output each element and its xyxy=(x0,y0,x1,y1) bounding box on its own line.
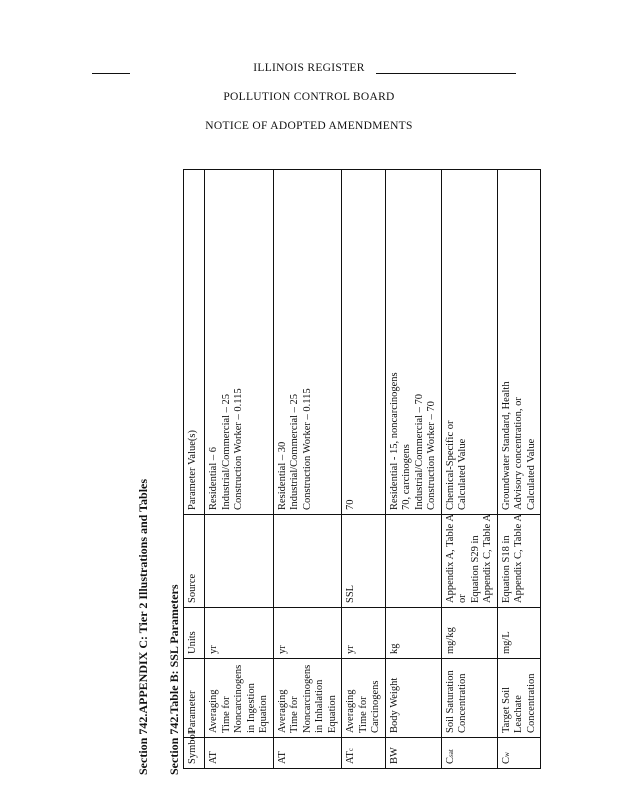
table-row xyxy=(273,170,342,769)
cell-units: yr xyxy=(273,608,342,659)
cell-source xyxy=(273,515,342,608)
cell-parameter xyxy=(205,659,274,738)
cell-source xyxy=(205,515,274,608)
source-line: Appendix C, Table A xyxy=(482,514,493,603)
register-title: ILLINOIS REGISTER xyxy=(253,62,365,74)
cell-parameter-values xyxy=(385,170,441,515)
parameter-line: in Ingestion xyxy=(245,683,257,733)
value-line: Construction Worker – 70 xyxy=(426,401,437,510)
symbol-subscript: c xyxy=(347,748,355,752)
source-line: Appendix C, Table A xyxy=(513,514,524,603)
cell-parameter xyxy=(342,659,386,738)
cell-source xyxy=(441,515,497,608)
parameter-line: Averaging xyxy=(208,689,219,733)
cell-symbol xyxy=(497,738,541,769)
cell-parameter xyxy=(497,659,541,738)
parameter-line: Carcinogens xyxy=(370,680,381,733)
header-rule-right xyxy=(376,73,516,74)
cell-units: yr xyxy=(342,608,386,659)
source-line: Appendix A, Table A xyxy=(444,514,456,603)
parameter-line: Time for xyxy=(357,696,369,733)
parameter-line: Soil Saturation xyxy=(444,670,456,733)
parameter-line: Target Soil xyxy=(500,686,512,733)
ssl-parameters-table xyxy=(183,169,541,769)
table-row xyxy=(385,170,441,769)
symbol-base: AT xyxy=(345,751,356,764)
parameter-line: Leachate xyxy=(513,695,524,733)
rotated-page-content xyxy=(136,155,537,775)
value-line: Chemical-Specific or xyxy=(444,420,456,510)
value-line: Construction Worker – 0.115 xyxy=(233,388,244,510)
cell-parameter-values xyxy=(205,170,274,515)
header-parameter: Parameter xyxy=(184,659,205,738)
parameter-line: Body Weight xyxy=(388,677,400,733)
value-line: Residential – 6 xyxy=(208,447,219,510)
table-title: Section 742.Table B: SSL Parameters xyxy=(167,584,181,775)
value-line: Calculated Value xyxy=(525,438,537,510)
cell-parameter xyxy=(273,659,342,738)
value-line: Advisory concentration, or xyxy=(513,397,524,510)
cell-units: kg xyxy=(385,608,441,659)
source-line: Equation S29 in xyxy=(469,535,481,603)
section-title: Section 742.APPENDIX C: Tier 2 Illustrations and Tables xyxy=(136,478,150,775)
value-line: Industrial/Commercial – 70 xyxy=(413,393,425,510)
cell-parameter-values xyxy=(342,170,386,515)
parameter-line: Noncarcinogens xyxy=(301,664,313,733)
parameter-line: Equation xyxy=(326,695,338,733)
source-line: or xyxy=(457,594,468,603)
cell-units: mg/L xyxy=(497,608,541,659)
symbol-base: C xyxy=(444,756,456,764)
cell-parameter-values xyxy=(273,170,342,515)
source-line: Equation S18 in xyxy=(500,535,512,603)
source-line: SSL xyxy=(345,584,356,603)
value-line: Construction Worker – 0.115 xyxy=(301,388,313,510)
parameter-line: Noncarcinogens xyxy=(233,664,244,733)
cell-units: mg/kg xyxy=(441,608,497,659)
cell-source xyxy=(385,515,441,608)
cell-source xyxy=(497,515,541,608)
notice-title: NOTICE OF ADOPTED AMENDMENTS xyxy=(205,120,413,132)
header-units: Units xyxy=(184,608,205,659)
value-line: 70 xyxy=(345,499,356,510)
parameter-line: Averaging xyxy=(345,689,356,733)
header-parameter-values: Parameter Value(s) xyxy=(184,170,205,515)
value-line: Groundwater Standard, Health xyxy=(500,381,512,510)
parameter-line: Concentration xyxy=(457,673,468,733)
parameter-line: in Inhalation xyxy=(314,679,325,733)
cell-parameter-values xyxy=(497,170,541,515)
cell-symbol: BW xyxy=(385,738,441,769)
symbol-subscript: w xyxy=(502,751,511,757)
value-line: Residential – 30 xyxy=(276,441,288,510)
header-source: Source xyxy=(184,515,205,608)
table-row xyxy=(441,170,497,769)
header-symbol: Symbol xyxy=(184,738,205,769)
table-row xyxy=(205,170,274,769)
table-row xyxy=(342,170,386,769)
value-line: 70, carcinogens xyxy=(401,444,412,510)
cell-symbol xyxy=(441,738,497,769)
symbol-subscript: sat xyxy=(446,749,455,757)
cell-symbol: AT xyxy=(205,738,274,769)
cell-units: yr xyxy=(205,608,274,659)
value-line: Residential - 15, noncarcinogens xyxy=(388,372,400,510)
value-line: Industrial/Commercial – 25 xyxy=(289,393,300,510)
table-row xyxy=(497,170,541,769)
parameter-line: Time for xyxy=(289,696,300,733)
board-name: POLLUTION CONTROL BOARD xyxy=(223,91,395,103)
cell-symbol xyxy=(342,738,386,769)
cell-parameter xyxy=(385,659,441,738)
parameter-line: Averaging xyxy=(276,689,288,733)
cell-source xyxy=(342,515,386,608)
cell-symbol: AT xyxy=(273,738,342,769)
parameter-line: Equation xyxy=(258,695,269,733)
value-line: Industrial/Commercial – 25 xyxy=(220,393,232,510)
parameter-line: Time for xyxy=(220,696,232,733)
cell-parameter-values xyxy=(441,170,497,515)
table-header-row xyxy=(184,170,205,769)
value-line: Calculated Value xyxy=(457,438,468,510)
cell-parameter xyxy=(441,659,497,738)
header-rule-left xyxy=(92,73,130,74)
symbol-base: C xyxy=(500,756,512,764)
parameter-line: Concentration xyxy=(525,673,537,733)
